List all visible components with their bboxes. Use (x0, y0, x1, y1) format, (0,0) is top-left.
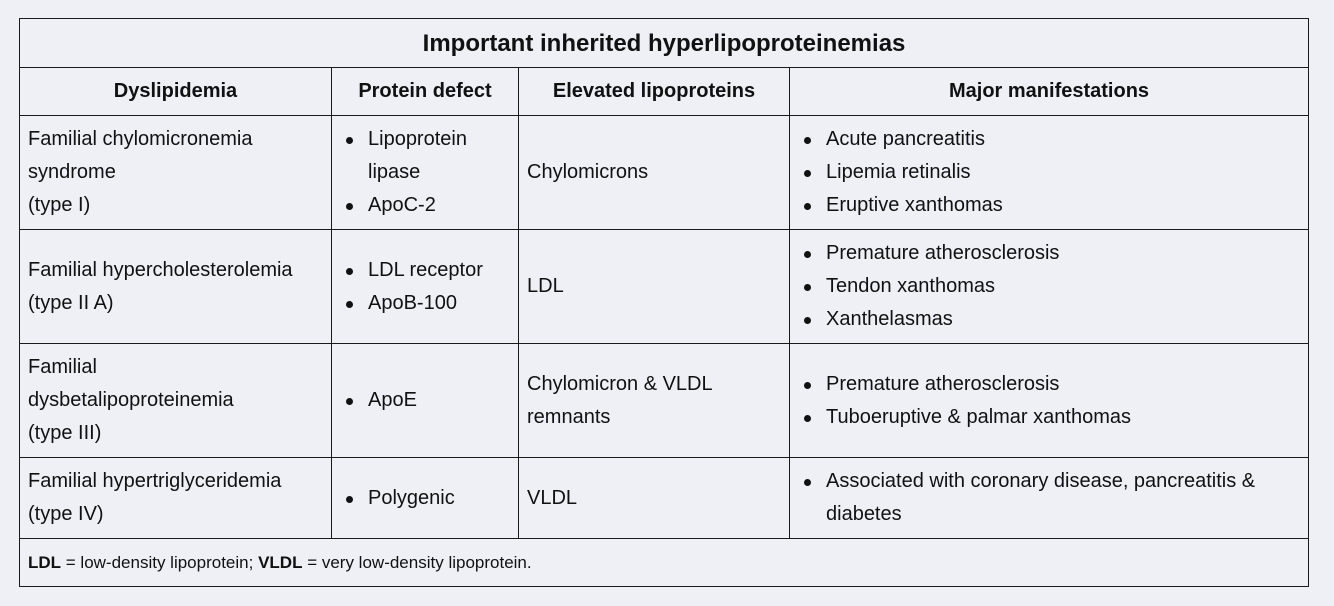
list-item: ApoB-100 (340, 287, 510, 320)
table-row (20, 116, 1309, 230)
elevated-lipoproteins-cell: Chylomicrons (519, 116, 790, 230)
list-item: Tendon xanthomas (798, 270, 1300, 303)
table-row (20, 344, 1309, 458)
table-title: Important inherited hyperlipoproteinemias (20, 19, 1309, 68)
list-item: LDL receptor (340, 254, 510, 287)
list-item: Lipemia retinalis (798, 156, 1300, 189)
list-item: Premature atherosclerosis (798, 368, 1300, 401)
footnote-text: = very low-density lipoprotein. (302, 553, 532, 572)
list-item: Premature atherosclerosis (798, 237, 1300, 270)
elevated-lipoproteins-cell: LDL (519, 230, 790, 344)
footnote-text: = low-density lipoprotein; (61, 553, 259, 572)
manifestations-cell (790, 230, 1309, 344)
table-row (20, 230, 1309, 344)
protein-defect-cell (332, 344, 519, 458)
table-row (20, 458, 1309, 539)
elevated-lipoproteins-cell: Chylomicron & VLDL remnants (519, 344, 790, 458)
manifestations-cell (790, 116, 1309, 230)
protein-defect-cell (332, 116, 519, 230)
dyslipidemia-cell: Familial hypertriglyceridemia (type IV) (20, 458, 332, 539)
manifestations-cell (790, 344, 1309, 458)
list-item: Lipoprotein lipase (340, 123, 510, 189)
list-item: Associated with coronary disease, pancreatitis & diabetes (798, 465, 1300, 531)
manifestations-cell (790, 458, 1309, 539)
table-container (19, 18, 1308, 587)
list-item: Polygenic (340, 482, 510, 515)
list-item: Xanthelasmas (798, 303, 1300, 336)
protein-defect-cell (332, 458, 519, 539)
footnote-abbr: LDL (28, 553, 62, 572)
column-header: Major manifestations (790, 68, 1309, 116)
elevated-lipoproteins-cell: VLDL (519, 458, 790, 539)
list-item: Eruptive xanthomas (798, 189, 1300, 222)
footnote (20, 539, 1309, 587)
hyperlipoproteinemia-table (19, 18, 1309, 587)
dyslipidemia-cell: Familial chylomicronemia syndrome (type I) (20, 116, 332, 230)
column-header: Protein defect (332, 68, 519, 116)
list-item: Acute pancreatitis (798, 123, 1300, 156)
footnote-row (20, 539, 1309, 587)
protein-defect-cell (332, 230, 519, 344)
dyslipidemia-cell: Familial dysbetalipoproteinemia (type III) (20, 344, 332, 458)
footnote-abbr: VLDL (258, 553, 303, 572)
dyslipidemia-cell: Familial hypercholesterolemia (type II A) (20, 230, 332, 344)
list-item: Tuboeruptive & palmar xanthomas (798, 401, 1300, 434)
column-header: Elevated lipoproteins (519, 68, 790, 116)
list-item: ApoC-2 (340, 189, 510, 222)
list-item: ApoE (340, 384, 510, 417)
column-header: Dyslipidemia (20, 68, 332, 116)
header-row (20, 68, 1309, 116)
